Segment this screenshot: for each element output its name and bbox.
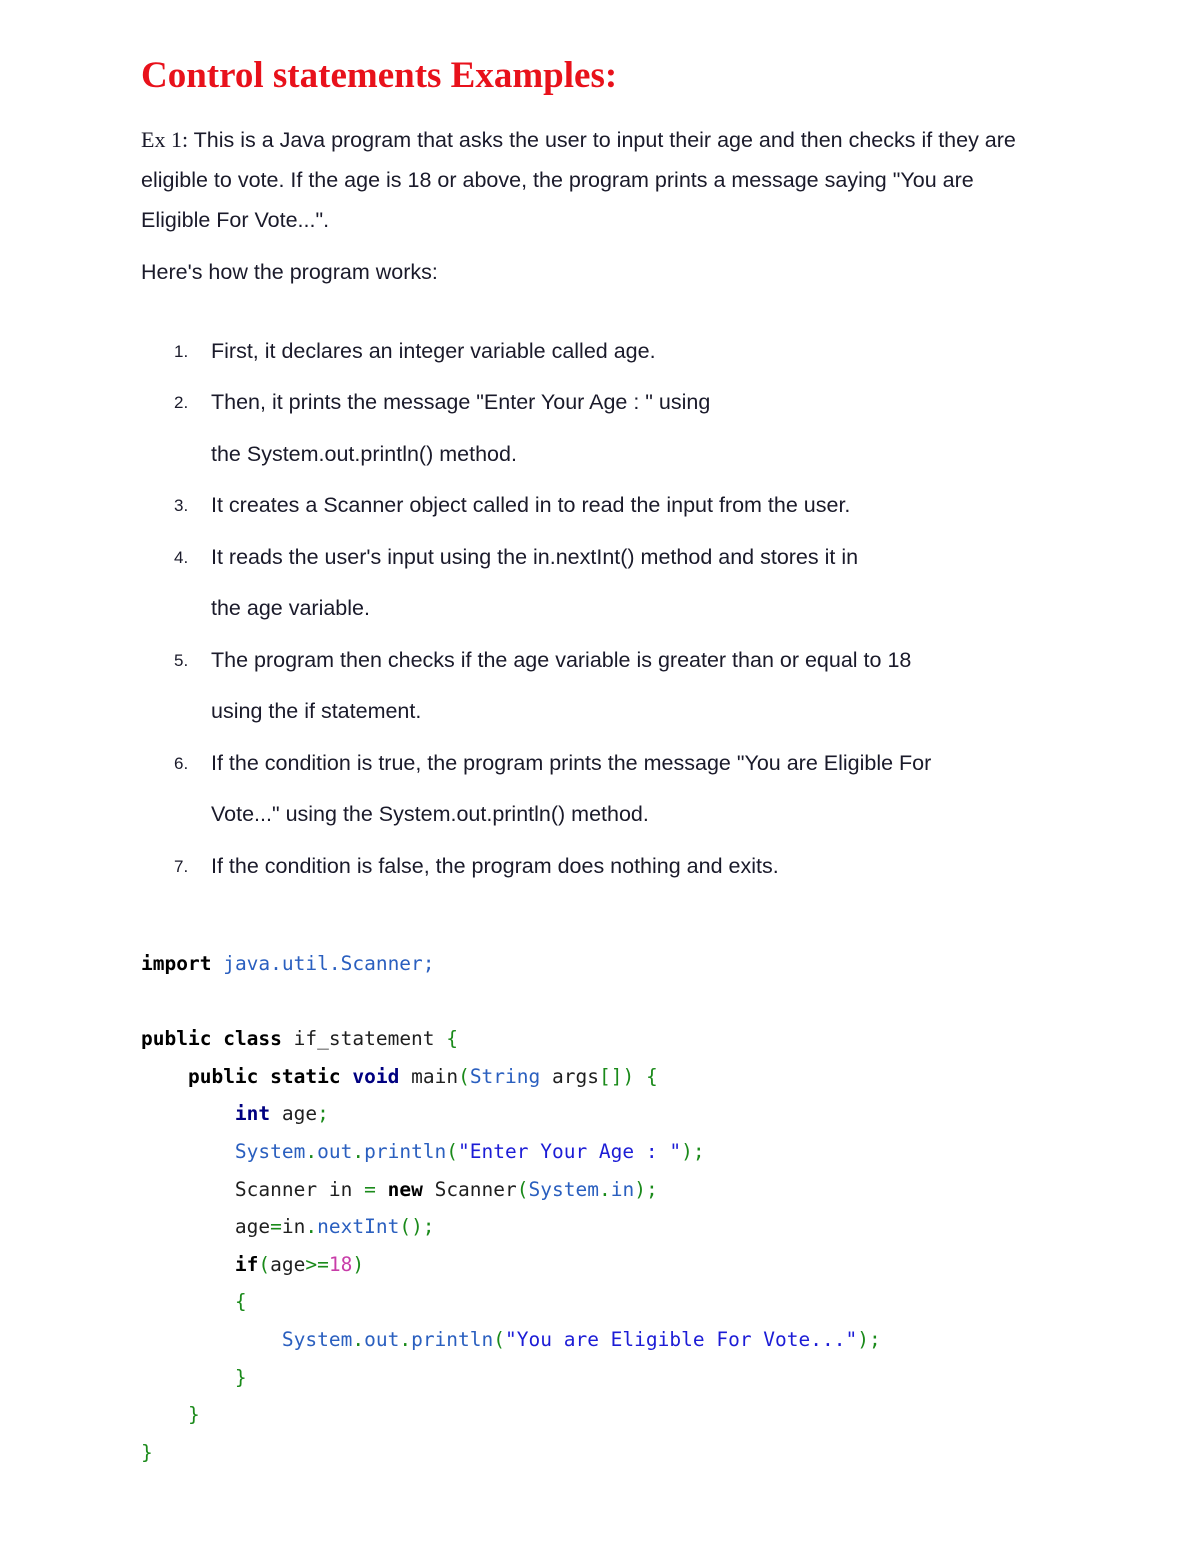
code-token: out [317, 1139, 353, 1163]
step-text: using the if statement. [211, 699, 422, 723]
step-number: 6. [174, 754, 189, 773]
code-line: } [234, 1365, 247, 1389]
code-line [141, 945, 881, 983]
step-text: the System.out.println() method. [211, 442, 517, 466]
step-number: 7. [174, 857, 189, 876]
code-token: Scanner [434, 1177, 517, 1201]
step-text: Then, it prints the message "Enter Your Age : " using [211, 390, 711, 414]
code-token: nextInt [317, 1215, 400, 1239]
code-token: if [234, 1252, 259, 1276]
code-line: } [187, 1403, 200, 1427]
page-title: Control statements Examples: [141, 55, 618, 96]
step-number: 2. [174, 393, 189, 412]
code-token: public [187, 1064, 259, 1088]
code-token: public [141, 1027, 212, 1051]
code-token: "Enter Your Age : " [458, 1139, 682, 1163]
step-number: 5. [174, 651, 189, 670]
code-line: public class if_statement { [141, 1027, 459, 1051]
code-token: System [528, 1177, 599, 1201]
step-text: It creates a Scanner object called in to read the input from the user. [211, 493, 851, 517]
intro-text: This is a Java program that asks the user to input their age and then checks if they are eligible to vote. If the age is 18 or above, the program prints a message saying "You are Eligible For Vote...". [141, 128, 1016, 232]
step-number: 4. [174, 548, 189, 567]
how-heading: Here's how the program works: [141, 260, 438, 284]
step-text: It reads the user's input using the in.nextInt() method and stores it in [211, 545, 859, 569]
code-token: static [270, 1064, 341, 1088]
code-token: import [141, 952, 212, 975]
code-token: "You are Eligible For Vote..." [505, 1327, 858, 1351]
code-line: public static void main(String args[]) { [187, 1064, 658, 1088]
code-token: in [328, 1177, 353, 1201]
code-block [141, 945, 881, 1471]
code-token: System [281, 1327, 353, 1351]
step-text: If the condition is true, the program prints the message "You are Eligible For [211, 751, 932, 775]
code-token: out [364, 1327, 400, 1351]
code-token: println [364, 1139, 447, 1163]
code-line: } [141, 1440, 153, 1464]
step-text: If the condition is false, the program does nothing and exits. [211, 854, 779, 878]
code-token: in [281, 1215, 306, 1239]
code-token: age [270, 1252, 306, 1276]
code-token: Scanner [234, 1177, 318, 1201]
example-label: Ex 1: [141, 127, 189, 152]
code-token: in [610, 1177, 635, 1201]
code-token: age [234, 1215, 271, 1239]
step-text: First, it declares an integer variable called age. [211, 339, 656, 363]
intro-paragraph [141, 120, 1041, 240]
code-token: age [281, 1102, 318, 1126]
code-line: { [234, 1290, 247, 1314]
step-text: The program then checks if the age variable is greater than or equal to 18 [211, 648, 912, 672]
step-text: Vote..." using the System.out.println() method. [211, 802, 649, 826]
code-token: 18 [328, 1252, 353, 1276]
code-line: System.out.println("You are Eligible For Vote..."); [281, 1327, 881, 1351]
code-line: Scanner in = new Scanner(System.in); [234, 1177, 658, 1201]
code-line: if(age>=18) [234, 1252, 365, 1276]
step-number: 1. [174, 342, 189, 361]
code-line: System.out.println("Enter Your Age : "); [234, 1139, 705, 1163]
step-number: 3. [174, 496, 189, 515]
code-token: if_statement [293, 1027, 435, 1051]
code-token: void [352, 1064, 400, 1088]
code-token: System [234, 1139, 306, 1163]
code-token: int [234, 1102, 271, 1126]
code-token: new [387, 1177, 423, 1201]
code-token: main [411, 1064, 459, 1088]
code-line: int age; [234, 1102, 329, 1126]
code-line [141, 983, 881, 1021]
code-token: class [223, 1027, 282, 1051]
code-token: println [411, 1327, 494, 1351]
code-token: args [552, 1064, 599, 1088]
code-token: String [469, 1064, 541, 1088]
step-text: the age variable. [211, 596, 370, 620]
code-token: java.util.Scanner; [223, 952, 435, 975]
code-line: age=in.nextInt(); [234, 1215, 435, 1239]
